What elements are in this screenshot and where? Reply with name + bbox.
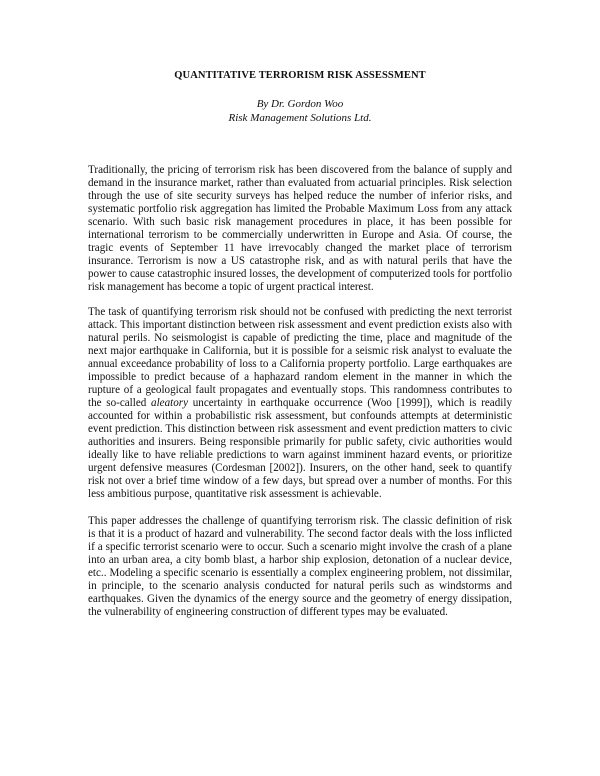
paper-title: QUANTITATIVE TERRORISM RISK ASSESSMENT — [174, 70, 426, 81]
aleatory-term: aleatory — [151, 397, 189, 409]
paragraph-2-part-1: The task of quantifying terrorism risk should not be confused with predicting the next terrorist attack. This important distinction between risk assessment and event prediction exists also with natural perils. No seismologist is capable of predicting the time, place and magnitude of the next major earthquake in California, but it is possible for a seismic risk analyst to evaluate the annual exceedance probability of loss to a California property portfolio. Large earthquakes are impossible to predict because of a haphazard random element in the manner in which the rupture of a geological fault propagates and eventually stops. This randomness contributes to the so-called — [88, 306, 512, 409]
author-affiliation: Risk Management Solutions Ltd. — [228, 112, 372, 124]
paragraph-3: This paper addresses the challenge of quantifying terrorism risk. The classic definition of risk is that it is a product of hazard and vulnerability. The second factor deals with the loss inflicted if a specific terrorist scenario were to occur. Such a scenario might involve the crash of a plane into an urban area, a city bomb blast, a harbor ship explosion, detonation of a nuclear device, etc.. Modeling a specific scenario is essentially a complex engineering problem, not dissimilar, in principle, to the scenario analysis conducted for natural perils such as windstorms and earthquakes. Given the dynamics of the energy source and the geometry of energy dissipation, the vulnerability of engineering construction of different types may be evaluated. — [88, 515, 512, 618]
paragraph-1: Traditionally, the pricing of terrorism risk has been discovered from the balance of supply and demand in the insurance market, rather than evaluated from actuarial principles. Risk selection through the use of site security surveys has helped reduce the number of inferior risks, and systematic portfolio risk aggregation has limited the Probable Maximum Loss from any attack scenario. With such basic risk management procedures in place, it has been possible for international terrorism to be commercially underwritten in Europe and Asia. Of course, the tragic events of September 11 have irrevocably changed the market place of terrorism insurance. Terrorism is now a US catastrophe risk, and as with natural perils that have the power to cause catastrophic insured losses, the development of computerized tools for portfolio risk management has become a topic of urgent practical interest. — [88, 164, 512, 293]
byline — [0, 97, 600, 125]
body-text — [88, 164, 512, 631]
paragraph-2 — [88, 306, 512, 501]
author-name: By Dr. Gordon Woo — [256, 98, 344, 110]
paragraph-2-part-2: uncertainty in earthquake occurrence (Woo [1999]), which is readily accounted for within a probabilistic risk assessment, but confounds attempts at deterministic event prediction. This distinction between risk assessment and event prediction matters to civic authorities and insurers. Being responsible primarily for public safety, civic authorities would ideally like to have reliable predictions to warn against imminent hazard events, or prioritize urgent defensive measures (Cordesman [2002]). Insurers, on the other hand, seek to quantify risk not over a brief time window of a few days, but spread over a number of months. For this less ambitious purpose, quantitative risk assessment is achievable. — [88, 397, 512, 500]
